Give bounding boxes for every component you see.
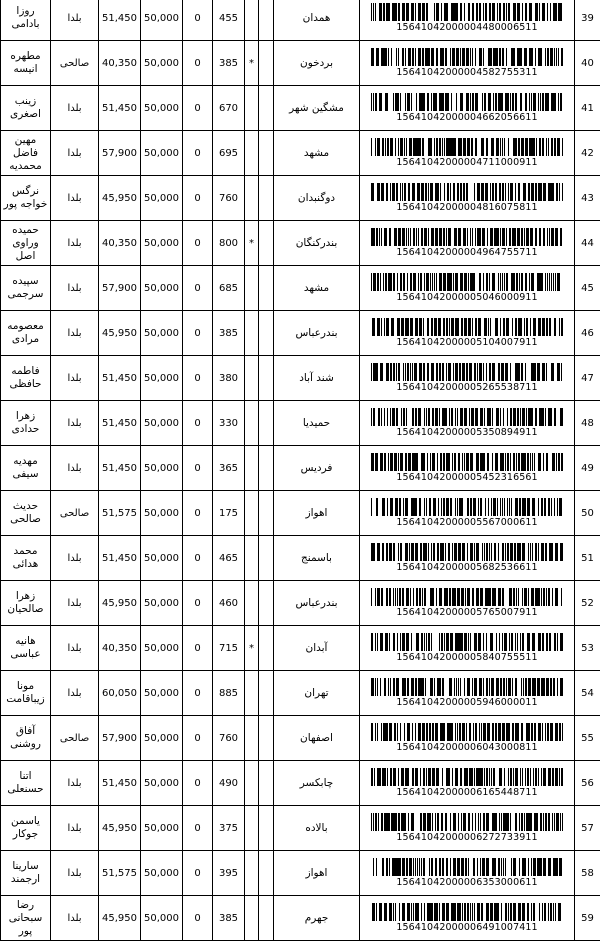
table-row — [1, 266, 600, 311]
empty-cell — [259, 896, 274, 941]
weight-value: 395 — [213, 851, 245, 896]
declared-value: 50,000 — [141, 266, 183, 311]
recipient-name: مطهره انیسه — [1, 41, 51, 86]
service-type: بلدا — [51, 0, 99, 41]
weight-value: 685 — [213, 266, 245, 311]
barcode-number: 15641042000006272733911 — [396, 832, 538, 843]
service-type: بلدا — [51, 671, 99, 716]
barcode-cell — [360, 356, 575, 401]
total-amount: 51,450 — [99, 356, 141, 401]
destination-city: اهواز — [274, 491, 360, 536]
row-number: 44 — [575, 221, 600, 266]
weight-value: 715 — [213, 626, 245, 671]
recipient-name: سپیده سرجمی — [1, 266, 51, 311]
barcode-cell — [360, 0, 575, 41]
barcode-image — [369, 318, 565, 336]
empty-cell — [259, 356, 274, 401]
service-type: بلدا — [51, 86, 99, 131]
weight-value: 175 — [213, 491, 245, 536]
barcode-number: 15641042000006491007411 — [396, 922, 538, 933]
empty-cell — [259, 626, 274, 671]
barcode-image — [369, 183, 565, 201]
empty-cell — [259, 806, 274, 851]
barcode-image — [369, 228, 565, 246]
row-number: 40 — [575, 41, 600, 86]
service-type: بلدا — [51, 401, 99, 446]
barcode-image — [369, 768, 565, 786]
zero-value: 0 — [183, 0, 213, 41]
recipient-name: زهرا حدادی — [1, 401, 51, 446]
row-number: 56 — [575, 761, 600, 806]
total-amount: 45,950 — [99, 311, 141, 356]
recipient-name: رضا سبحانی پور — [1, 896, 51, 941]
empty-cell — [259, 86, 274, 131]
recipient-name: معصومه مرادی — [1, 311, 51, 356]
table-row — [1, 41, 600, 86]
row-number: 46 — [575, 311, 600, 356]
barcode-image — [369, 588, 565, 606]
row-number: 42 — [575, 131, 600, 176]
empty-cell — [259, 581, 274, 626]
barcode-cell — [360, 131, 575, 176]
mark-cell — [245, 806, 259, 851]
service-type: بلدا — [51, 896, 99, 941]
row-number: 58 — [575, 851, 600, 896]
recipient-name: هانیه عباسی — [1, 626, 51, 671]
declared-value: 50,000 — [141, 311, 183, 356]
barcode-image — [369, 723, 565, 741]
empty-cell — [259, 0, 274, 41]
mark-cell: * — [245, 626, 259, 671]
barcode-cell — [360, 86, 575, 131]
declared-value: 50,000 — [141, 131, 183, 176]
destination-city: تهران — [274, 671, 360, 716]
service-type: صالحی — [51, 491, 99, 536]
barcode-cell — [360, 761, 575, 806]
barcode-image — [369, 3, 565, 21]
destination-city: چابکسر — [274, 761, 360, 806]
barcode-number: 15641042000006353000611 — [396, 877, 538, 888]
weight-value: 385 — [213, 896, 245, 941]
destination-city: بندرکنگان — [274, 221, 360, 266]
total-amount: 51,450 — [99, 536, 141, 581]
total-amount: 60,050 — [99, 671, 141, 716]
barcode-cell — [360, 491, 575, 536]
barcode-image — [369, 48, 565, 66]
total-amount: 57,900 — [99, 131, 141, 176]
mark-cell — [245, 761, 259, 806]
barcode-number: 15641042000005840755511 — [396, 652, 538, 663]
table-row — [1, 131, 600, 176]
barcode-image — [369, 273, 565, 291]
barcode-number: 15641042000005765007911 — [396, 607, 538, 618]
total-amount: 51,450 — [99, 446, 141, 491]
zero-value: 0 — [183, 266, 213, 311]
destination-city: اهواز — [274, 851, 360, 896]
empty-cell — [259, 266, 274, 311]
barcode-cell — [360, 311, 575, 356]
mark-cell — [245, 671, 259, 716]
barcode-cell — [360, 266, 575, 311]
recipient-name: آفاق روشنی — [1, 716, 51, 761]
row-number: 41 — [575, 86, 600, 131]
mark-cell: * — [245, 41, 259, 86]
table-row — [1, 491, 600, 536]
barcode-cell — [360, 671, 575, 716]
barcode-image — [369, 678, 565, 696]
zero-value: 0 — [183, 761, 213, 806]
table-row — [1, 581, 600, 626]
mark-cell — [245, 896, 259, 941]
weight-value: 385 — [213, 41, 245, 86]
barcode-number: 15641042000004480006511 — [396, 22, 538, 33]
zero-value: 0 — [183, 446, 213, 491]
barcode-cell — [360, 716, 575, 761]
total-amount: 45,950 — [99, 896, 141, 941]
row-number: 54 — [575, 671, 600, 716]
barcode-image — [369, 543, 565, 561]
destination-city: دوگنبدان — [274, 176, 360, 221]
barcode-number: 15641042000005350894911 — [396, 427, 538, 438]
destination-city: شند آباد — [274, 356, 360, 401]
row-number: 52 — [575, 581, 600, 626]
mark-cell — [245, 446, 259, 491]
destination-city: بندرعباس — [274, 311, 360, 356]
mark-cell — [245, 356, 259, 401]
service-type: صالحی — [51, 716, 99, 761]
barcode-image — [369, 813, 565, 831]
zero-value: 0 — [183, 311, 213, 356]
barcode-cell — [360, 851, 575, 896]
total-amount: 40,350 — [99, 41, 141, 86]
destination-city: اصفهان — [274, 716, 360, 761]
barcode-image — [369, 93, 565, 111]
empty-cell — [259, 41, 274, 86]
service-type: بلدا — [51, 266, 99, 311]
zero-value: 0 — [183, 536, 213, 581]
row-number: 50 — [575, 491, 600, 536]
mark-cell — [245, 86, 259, 131]
total-amount: 45,950 — [99, 581, 141, 626]
declared-value: 50,000 — [141, 896, 183, 941]
destination-city: حمیدیا — [274, 401, 360, 446]
barcode-cell — [360, 626, 575, 671]
barcode-number: 15641042000005567000611 — [396, 517, 538, 528]
barcode-image — [369, 138, 565, 156]
row-number: 55 — [575, 716, 600, 761]
recipient-name: حدیث صالحی — [1, 491, 51, 536]
barcode-image — [369, 903, 565, 921]
table-row — [1, 671, 600, 716]
barcode-cell — [360, 176, 575, 221]
zero-value: 0 — [183, 716, 213, 761]
zero-value: 0 — [183, 671, 213, 716]
recipient-name: حمیده وراوی اصل — [1, 221, 51, 266]
service-type: بلدا — [51, 311, 99, 356]
total-amount: 51,450 — [99, 401, 141, 446]
table-row — [1, 176, 600, 221]
barcode-image — [369, 498, 565, 516]
zero-value: 0 — [183, 86, 213, 131]
weight-value: 455 — [213, 0, 245, 41]
barcode-cell — [360, 536, 575, 581]
table-row — [1, 221, 600, 266]
recipient-name: اتنا حسنعلی — [1, 761, 51, 806]
mark-cell — [245, 176, 259, 221]
table-row — [1, 86, 600, 131]
barcode-cell — [360, 401, 575, 446]
service-type: بلدا — [51, 581, 99, 626]
declared-value: 50,000 — [141, 806, 183, 851]
declared-value: 50,000 — [141, 446, 183, 491]
weight-value: 885 — [213, 671, 245, 716]
barcode-number: 15641042000004711000911 — [396, 157, 538, 168]
weight-value: 670 — [213, 86, 245, 131]
total-amount: 57,900 — [99, 266, 141, 311]
zero-value: 0 — [183, 41, 213, 86]
destination-city: بالاده — [274, 806, 360, 851]
empty-cell — [259, 176, 274, 221]
mark-cell — [245, 581, 259, 626]
zero-value: 0 — [183, 221, 213, 266]
row-number: 39 — [575, 0, 600, 41]
declared-value: 50,000 — [141, 536, 183, 581]
row-number: 48 — [575, 401, 600, 446]
recipient-name: مونا زیباقامت — [1, 671, 51, 716]
table-row — [1, 896, 600, 941]
weight-value: 490 — [213, 761, 245, 806]
barcode-image — [369, 453, 565, 471]
zero-value: 0 — [183, 356, 213, 401]
table-body — [1, 0, 600, 941]
weight-value: 760 — [213, 716, 245, 761]
barcode-cell — [360, 221, 575, 266]
empty-cell — [259, 221, 274, 266]
barcode-cell — [360, 896, 575, 941]
row-number: 47 — [575, 356, 600, 401]
recipient-name: مهین فاضل محمدیه — [1, 131, 51, 176]
row-number: 59 — [575, 896, 600, 941]
weight-value: 375 — [213, 806, 245, 851]
zero-value: 0 — [183, 806, 213, 851]
total-amount: 45,950 — [99, 806, 141, 851]
barcode-image — [369, 363, 565, 381]
destination-city: بردخون — [274, 41, 360, 86]
weight-value: 385 — [213, 311, 245, 356]
weight-value: 695 — [213, 131, 245, 176]
barcode-number: 15641042000004816075811 — [396, 202, 538, 213]
zero-value: 0 — [183, 131, 213, 176]
service-type: بلدا — [51, 761, 99, 806]
barcode-cell — [360, 581, 575, 626]
barcode-number: 15641042000006165448711 — [396, 787, 538, 798]
declared-value: 50,000 — [141, 761, 183, 806]
table-row — [1, 401, 600, 446]
zero-value: 0 — [183, 176, 213, 221]
zero-value: 0 — [183, 581, 213, 626]
barcode-number: 15641042000005046000911 — [396, 292, 538, 303]
total-amount: 40,350 — [99, 626, 141, 671]
service-type: بلدا — [51, 626, 99, 671]
destination-city: باسمنج — [274, 536, 360, 581]
declared-value: 50,000 — [141, 401, 183, 446]
destination-city: آبدان — [274, 626, 360, 671]
mark-cell — [245, 311, 259, 356]
barcode-number: 15641042000006043000811 — [396, 742, 538, 753]
declared-value: 50,000 — [141, 0, 183, 41]
table-row — [1, 311, 600, 356]
mark-cell — [245, 536, 259, 581]
service-type: بلدا — [51, 221, 99, 266]
total-amount: 51,450 — [99, 0, 141, 41]
empty-cell — [259, 761, 274, 806]
declared-value: 50,000 — [141, 716, 183, 761]
service-type: بلدا — [51, 446, 99, 491]
declared-value: 50,000 — [141, 491, 183, 536]
table-row — [1, 716, 600, 761]
empty-cell — [259, 311, 274, 356]
mark-cell — [245, 131, 259, 176]
mark-cell — [245, 491, 259, 536]
total-amount: 51,575 — [99, 851, 141, 896]
recipient-name: زهرا صالحیان — [1, 581, 51, 626]
empty-cell — [259, 536, 274, 581]
barcode-image — [369, 408, 565, 426]
service-type: بلدا — [51, 806, 99, 851]
barcode-image — [369, 633, 565, 651]
barcode-image — [369, 858, 565, 876]
empty-cell — [259, 131, 274, 176]
empty-cell — [259, 851, 274, 896]
weight-value: 760 — [213, 176, 245, 221]
recipient-name: زینب اصغری — [1, 86, 51, 131]
total-amount: 45,950 — [99, 176, 141, 221]
barcode-cell — [360, 806, 575, 851]
zero-value: 0 — [183, 626, 213, 671]
declared-value: 50,000 — [141, 581, 183, 626]
weight-value: 365 — [213, 446, 245, 491]
barcode-number: 15641042000005946000011 — [396, 697, 538, 708]
total-amount: 51,450 — [99, 86, 141, 131]
barcode-number: 15641042000005265538711 — [396, 382, 538, 393]
zero-value: 0 — [183, 851, 213, 896]
declared-value: 50,000 — [141, 356, 183, 401]
declared-value: 50,000 — [141, 86, 183, 131]
barcode-number: 15641042000004964755711 — [396, 247, 538, 258]
mark-cell — [245, 716, 259, 761]
empty-cell — [259, 401, 274, 446]
table-row — [1, 356, 600, 401]
barcode-number: 15641042000005104007911 — [396, 337, 538, 348]
empty-cell — [259, 716, 274, 761]
weight-value: 460 — [213, 581, 245, 626]
empty-cell — [259, 671, 274, 716]
recipient-name: فاطمه حافظی — [1, 356, 51, 401]
row-number: 43 — [575, 176, 600, 221]
destination-city: مشگین شهر — [274, 86, 360, 131]
empty-cell — [259, 491, 274, 536]
recipient-name: محمد هدائی — [1, 536, 51, 581]
row-number: 57 — [575, 806, 600, 851]
table-row — [1, 536, 600, 581]
row-number: 51 — [575, 536, 600, 581]
recipient-name: سارینا ارجمند — [1, 851, 51, 896]
mark-cell: * — [245, 221, 259, 266]
total-amount: 57,900 — [99, 716, 141, 761]
zero-value: 0 — [183, 401, 213, 446]
row-number: 45 — [575, 266, 600, 311]
barcode-number: 15641042000004582755311 — [396, 67, 538, 78]
recipient-name: یاسمن جوکار — [1, 806, 51, 851]
mark-cell — [245, 0, 259, 41]
recipient-name: روزا بادامی — [1, 0, 51, 41]
total-amount: 51,575 — [99, 491, 141, 536]
weight-value: 465 — [213, 536, 245, 581]
table-row — [1, 806, 600, 851]
declared-value: 50,000 — [141, 671, 183, 716]
mark-cell — [245, 266, 259, 311]
recipient-name: نرگس خواجه پور — [1, 176, 51, 221]
row-number: 53 — [575, 626, 600, 671]
destination-city: همدان — [274, 0, 360, 41]
destination-city: مشهد — [274, 131, 360, 176]
barcode-number: 15641042000004662056611 — [396, 112, 538, 123]
recipient-name: مهدیه سیفی — [1, 446, 51, 491]
destination-city: بندرعباس — [274, 581, 360, 626]
zero-value: 0 — [183, 896, 213, 941]
weight-value: 330 — [213, 401, 245, 446]
service-type: بلدا — [51, 176, 99, 221]
destination-city: جهرم — [274, 896, 360, 941]
barcode-number: 15641042000005682536611 — [396, 562, 538, 573]
declared-value: 50,000 — [141, 626, 183, 671]
mark-cell — [245, 851, 259, 896]
empty-cell — [259, 446, 274, 491]
barcode-number: 15641042000005452316561 — [396, 472, 538, 483]
service-type: بلدا — [51, 356, 99, 401]
table-row — [1, 851, 600, 896]
table-row — [1, 0, 600, 41]
total-amount: 40,350 — [99, 221, 141, 266]
declared-value: 50,000 — [141, 851, 183, 896]
mark-cell — [245, 401, 259, 446]
destination-city: مشهد — [274, 266, 360, 311]
service-type: بلدا — [51, 851, 99, 896]
table-row — [1, 626, 600, 671]
weight-value: 800 — [213, 221, 245, 266]
weight-value: 380 — [213, 356, 245, 401]
service-type: بلدا — [51, 131, 99, 176]
zero-value: 0 — [183, 491, 213, 536]
table-row — [1, 446, 600, 491]
service-type: صالحی — [51, 41, 99, 86]
table-row — [1, 761, 600, 806]
declared-value: 50,000 — [141, 176, 183, 221]
declared-value: 50,000 — [141, 41, 183, 86]
destination-city: فردیس — [274, 446, 360, 491]
row-number: 49 — [575, 446, 600, 491]
barcode-cell — [360, 41, 575, 86]
declared-value: 50,000 — [141, 221, 183, 266]
service-type: بلدا — [51, 536, 99, 581]
barcode-cell — [360, 446, 575, 491]
total-amount: 51,450 — [99, 761, 141, 806]
